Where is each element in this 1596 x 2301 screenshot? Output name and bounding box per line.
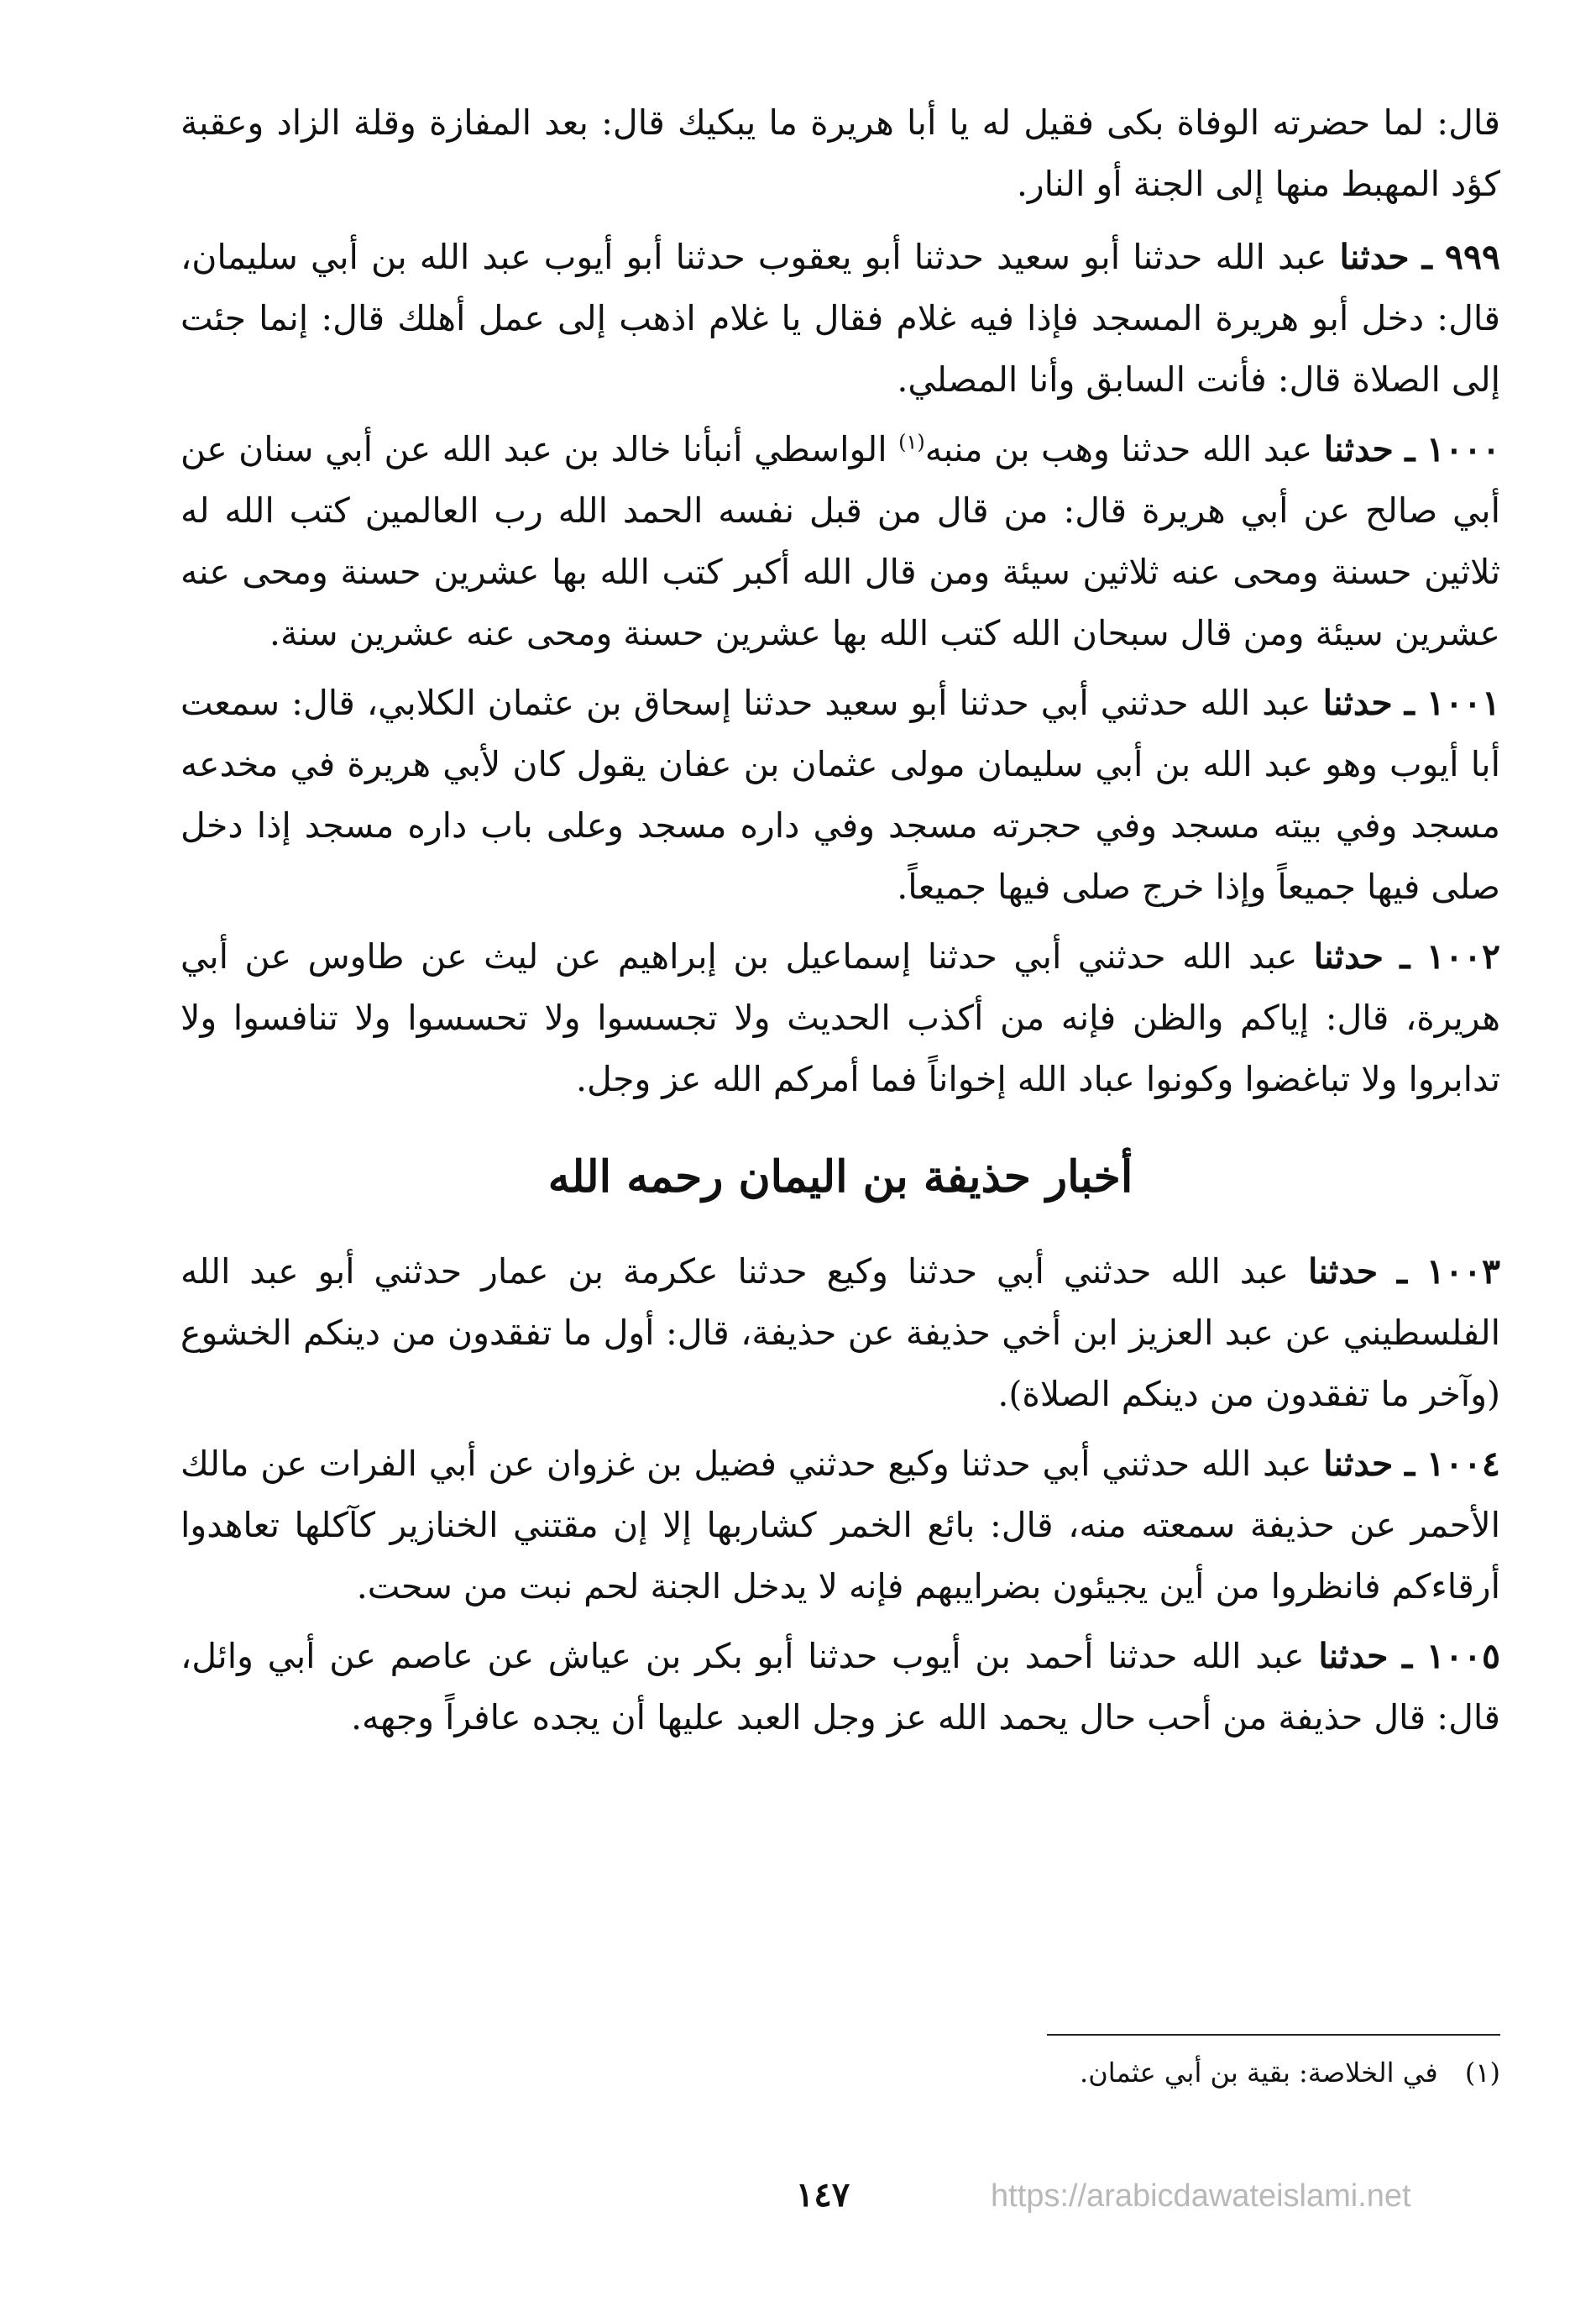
hadith-number: ١٠٠٤	[1426, 1444, 1500, 1484]
hadith-number: ١٠٠٠	[1426, 429, 1500, 469]
intro-paragraph	[181, 92, 1500, 215]
hadith-1001	[181, 673, 1500, 918]
hadith-1005	[181, 1626, 1500, 1748]
hadith-text: عبد الله حدثنا أبو سعيد حدثنا أبو يعقوب حدثنا أبو أيوب عبد الله بن أبي سليمان، قال: دخل أبو هريرة المسجد فإذا فيه غلام فقال يا غلام اذهب إلى عمل أهلك قال: إنما جئت إلى الصلاة قال: فأنت السابق وأنا المصلي.	[181, 237, 1500, 400]
hadith-dash: ـ	[1405, 429, 1415, 469]
hadith-1002	[181, 926, 1500, 1110]
hadith-dash: ـ	[1400, 936, 1410, 977]
hadith-1003	[181, 1241, 1500, 1425]
section-heading: أخبار حذيفة بن اليمان رحمه الله	[547, 1151, 1133, 1203]
footnote-divider	[1047, 2034, 1500, 2036]
intro-text: قال: لما حضرته الوفاة بكى فقيل له يا أبا هريرة ما يبكيك قال: بعد المفازة وقلة الزاد وعقبة كؤد المهبط منها إلى الجنة أو النار.	[181, 102, 1500, 204]
hadith-text: عبد الله حدثنا أحمد بن أيوب حدثنا أبو بكر بن عياش عن عاصم عن أبي وائل، قال: قال حذيفة من أحب حال يحمد الله عز وجل العبد عليها أن يجده عافراً وجهه.	[181, 1636, 1500, 1738]
page-number: ١٤٧	[795, 2175, 850, 2215]
hadith-keyword: حدثنا	[1318, 1636, 1389, 1676]
hadith-text-before-note: عبد الله حدثنا وهب بن منبه	[924, 429, 1313, 469]
hadith-keyword: حدثنا	[1313, 936, 1384, 977]
hadith-text: عبد الله حدثني أبي حدثنا أبو سعيد حدثنا إسحاق بن عثمان الكلابي، قال: سمعت أبا أيوب وهو عبد الله بن أبي سليمان مولى عثمان بن عفان يقول كان لأبي هريرة في مخدعه مسجد وفي بيته مسجد وفي حجرته مسجد وفي داره مسجد وعلى باب داره مسجد إذا دخل صلى فيها جميعاً وإذا خرج صلى فيها جميعاً.	[181, 683, 1500, 907]
hadith-1000	[181, 419, 1500, 664]
hadith-keyword: حدثنا	[1322, 683, 1393, 723]
footnote-reference[interactable]: (١)	[898, 430, 925, 454]
hadith-1004	[181, 1434, 1500, 1617]
hadith-dash: ـ	[1404, 683, 1415, 723]
footnote	[577, 2054, 1500, 2091]
watermark-url: https://arabicdawateislami.net	[991, 2178, 1411, 2214]
hadith-dash: ـ	[1402, 1636, 1413, 1676]
page-body	[181, 92, 1500, 1757]
hadith-text: عبد الله حدثني أبي حدثنا وكيع حدثني فضيل بن غزوان عن أبي الفرات عن مالك الأحمر عن حذيفة سمعته منه، قال: بائع الخمر كشاربها إلا إن مقتني الخنازير كآكلها تعاهدوا أرقاءكم فانظروا من أين يجيئون بضرايبهم فإنه لا يدخل الجنة لحم نبت من سحت.	[181, 1444, 1500, 1607]
hadith-number: ٩٩٩	[1444, 237, 1500, 277]
hadith-keyword: حدثنا	[1323, 429, 1394, 469]
hadith-dash: ـ	[1405, 1444, 1415, 1484]
hadith-text: عبد الله حدثني أبي حدثنا وكيع حدثنا عكرمة بن عمار حدثني أبو عبد الله الفلسطيني عن عبد العزيز ابن أخي حذيفة عن حذيفة، قال: أول ما تفقدون من دينكم الخشوع (وآخر ما تفقدون من دينكم الصلاة).	[181, 1251, 1500, 1414]
hadith-text: عبد الله حدثني أبي حدثنا إسماعيل بن إبراهيم عن ليث عن طاوس عن أبي هريرة، قال: إياكم والظن فإنه من أكذب الحديث ولا تجسسوا ولا تحسسوا ولا تنافسوا ولا تدابروا ولا تباغضوا وكونوا عباد الله إخواناً فما أمركم الله عز وجل.	[181, 936, 1500, 1099]
hadith-keyword: حدثنا	[1339, 237, 1410, 277]
hadith-number: ١٠٠٣	[1426, 1251, 1500, 1292]
footnote-text: في الخلاصة: بقية بن أبي عثمان.	[1080, 2057, 1438, 2089]
hadith-keyword: حدثنا	[1323, 1444, 1394, 1484]
hadith-keyword: حدثنا	[1307, 1251, 1379, 1292]
hadith-number: ١٠٠١	[1426, 683, 1500, 723]
hadith-dash: ـ	[1421, 237, 1432, 277]
footnote-number: (١)	[1464, 2057, 1500, 2089]
hadith-text-after-note: الواسطي أنبأنا خالد بن عبد الله عن أبي سنان عن أبي صالح عن أبي هريرة قال: من قال من قبل نفسه الحمد الله رب العالمين كتب الله له ثلاثين حسنة ومحى عنه ثلاثين سيئة ومن قال الله أكبر كتب الله بها عشرين حسنة ومحى عنه عشرين سيئة ومن قال سبحان الله كتب الله بها عشرين حسنة ومحى عنه عشرين سنة.	[181, 429, 1500, 653]
hadith-dash: ـ	[1396, 1251, 1407, 1292]
hadith-999	[181, 227, 1500, 411]
hadith-number: ١٠٠٥	[1426, 1636, 1500, 1676]
hadith-number: ١٠٠٢	[1426, 936, 1500, 977]
